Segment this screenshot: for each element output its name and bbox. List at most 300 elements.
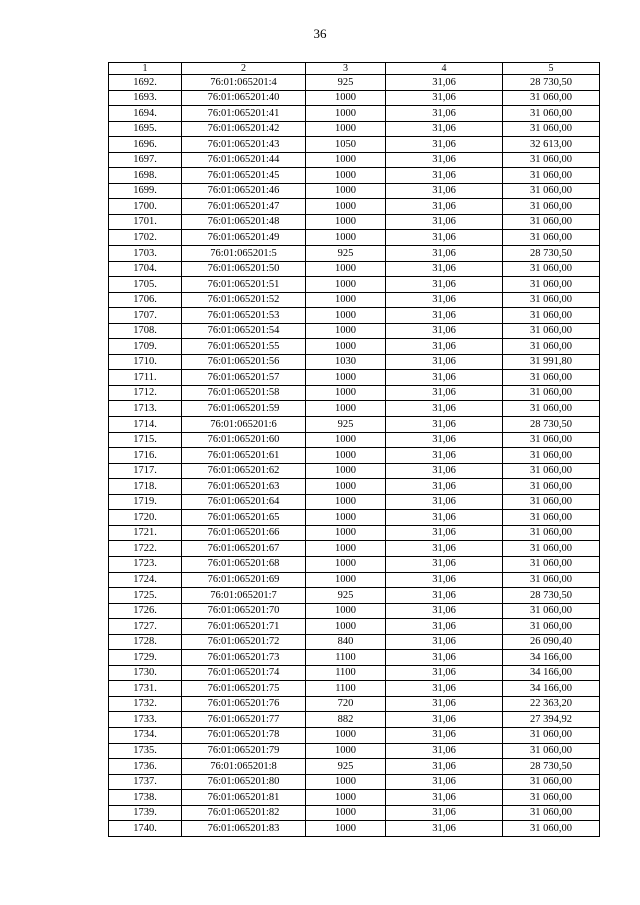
rate-cell: 31,06 xyxy=(386,385,503,401)
amount-cell: 31 060,00 xyxy=(503,510,600,526)
area-cell: 1000 xyxy=(306,230,386,246)
table-row xyxy=(109,790,600,806)
amount-cell: 28 730,50 xyxy=(503,75,600,91)
row-number-cell: 1735. xyxy=(109,743,182,759)
rate-cell: 31,06 xyxy=(386,277,503,293)
rate-cell: 31,06 xyxy=(386,790,503,806)
amount-cell: 31 060,00 xyxy=(503,494,600,510)
table-row xyxy=(109,168,600,184)
table-row xyxy=(109,712,600,728)
rate-cell: 31,06 xyxy=(386,137,503,153)
table-row xyxy=(109,603,600,619)
rate-cell: 31,06 xyxy=(386,121,503,137)
table-row xyxy=(109,510,600,526)
amount-cell: 31 991,80 xyxy=(503,354,600,370)
area-cell: 1000 xyxy=(306,743,386,759)
row-number-cell: 1701. xyxy=(109,214,182,230)
rate-cell: 31,06 xyxy=(386,261,503,277)
table-row xyxy=(109,183,600,199)
area-cell: 1050 xyxy=(306,137,386,153)
row-number-cell: 1722. xyxy=(109,541,182,557)
area-cell: 1000 xyxy=(306,385,386,401)
cadastral-number-cell: 76:01:065201:60 xyxy=(182,432,306,448)
amount-cell: 31 060,00 xyxy=(503,479,600,495)
cadastral-number-cell: 76:01:065201:82 xyxy=(182,805,306,821)
cadastral-number-cell: 76:01:065201:51 xyxy=(182,277,306,293)
amount-cell: 22 363,20 xyxy=(503,696,600,712)
table-row xyxy=(109,463,600,479)
table-row xyxy=(109,619,600,635)
table-row xyxy=(109,448,600,464)
rate-cell: 31,06 xyxy=(386,183,503,199)
amount-cell: 31 060,00 xyxy=(503,339,600,355)
row-number-cell: 1719. xyxy=(109,494,182,510)
amount-cell: 31 060,00 xyxy=(503,743,600,759)
row-number-cell: 1728. xyxy=(109,634,182,650)
rate-cell: 31,06 xyxy=(386,774,503,790)
amount-cell: 31 060,00 xyxy=(503,214,600,230)
row-number-cell: 1712. xyxy=(109,385,182,401)
amount-cell: 31 060,00 xyxy=(503,230,600,246)
amount-cell: 31 060,00 xyxy=(503,541,600,557)
row-number-cell: 1693. xyxy=(109,90,182,106)
amount-cell: 31 060,00 xyxy=(503,463,600,479)
area-cell: 1000 xyxy=(306,541,386,557)
column-header: 5 xyxy=(503,63,600,75)
rate-cell: 31,06 xyxy=(386,588,503,604)
row-number-cell: 1726. xyxy=(109,603,182,619)
rate-cell: 31,06 xyxy=(386,323,503,339)
area-cell: 1000 xyxy=(306,323,386,339)
area-cell: 1000 xyxy=(306,525,386,541)
amount-cell: 31 060,00 xyxy=(503,774,600,790)
area-cell: 1000 xyxy=(306,152,386,168)
area-cell: 1000 xyxy=(306,308,386,324)
table-header-row xyxy=(109,63,600,75)
row-number-cell: 1707. xyxy=(109,308,182,324)
rate-cell: 31,06 xyxy=(386,308,503,324)
cadastral-number-cell: 76:01:065201:68 xyxy=(182,556,306,572)
rate-cell: 31,06 xyxy=(386,246,503,262)
amount-cell: 31 060,00 xyxy=(503,821,600,837)
cadastral-number-cell: 76:01:065201:73 xyxy=(182,650,306,666)
area-cell: 1030 xyxy=(306,354,386,370)
row-number-cell: 1716. xyxy=(109,448,182,464)
amount-cell: 31 060,00 xyxy=(503,277,600,293)
amount-cell: 31 060,00 xyxy=(503,261,600,277)
cadastral-number-cell: 76:01:065201:80 xyxy=(182,774,306,790)
cadastral-number-cell: 76:01:065201:75 xyxy=(182,681,306,697)
row-number-cell: 1718. xyxy=(109,479,182,495)
cadastral-number-cell: 76:01:065201:78 xyxy=(182,727,306,743)
table-row xyxy=(109,759,600,775)
table-row xyxy=(109,75,600,91)
rate-cell: 31,06 xyxy=(386,106,503,122)
area-cell: 1000 xyxy=(306,183,386,199)
row-number-cell: 1699. xyxy=(109,183,182,199)
row-number-cell: 1736. xyxy=(109,759,182,775)
rate-cell: 31,06 xyxy=(386,214,503,230)
amount-cell: 31 060,00 xyxy=(503,448,600,464)
area-cell: 720 xyxy=(306,696,386,712)
table-row xyxy=(109,137,600,153)
table-row xyxy=(109,354,600,370)
amount-cell: 31 060,00 xyxy=(503,183,600,199)
area-cell: 1100 xyxy=(306,650,386,666)
cadastral-number-cell: 76:01:065201:55 xyxy=(182,339,306,355)
row-number-cell: 1700. xyxy=(109,199,182,215)
amount-cell: 26 090,40 xyxy=(503,634,600,650)
cadastral-number-cell: 76:01:065201:42 xyxy=(182,121,306,137)
rate-cell: 31,06 xyxy=(386,432,503,448)
table-row xyxy=(109,556,600,572)
row-number-cell: 1721. xyxy=(109,525,182,541)
amount-cell: 34 166,00 xyxy=(503,665,600,681)
row-number-cell: 1711. xyxy=(109,370,182,386)
row-number-cell: 1730. xyxy=(109,665,182,681)
table-row xyxy=(109,417,600,433)
row-number-cell: 1733. xyxy=(109,712,182,728)
table-row xyxy=(109,432,600,448)
cadastral-number-cell: 76:01:065201:64 xyxy=(182,494,306,510)
area-cell: 1000 xyxy=(306,199,386,215)
row-number-cell: 1710. xyxy=(109,354,182,370)
cadastral-number-cell: 76:01:065201:49 xyxy=(182,230,306,246)
row-number-cell: 1720. xyxy=(109,510,182,526)
table-row xyxy=(109,572,600,588)
rate-cell: 31,06 xyxy=(386,541,503,557)
area-cell: 1000 xyxy=(306,370,386,386)
rate-cell: 31,06 xyxy=(386,665,503,681)
cadastral-number-cell: 76:01:065201:7 xyxy=(182,588,306,604)
rate-cell: 31,06 xyxy=(386,417,503,433)
rate-cell: 31,06 xyxy=(386,494,503,510)
area-cell: 1000 xyxy=(306,494,386,510)
row-number-cell: 1713. xyxy=(109,401,182,417)
row-number-cell: 1692. xyxy=(109,75,182,91)
rate-cell: 31,06 xyxy=(386,448,503,464)
table-row xyxy=(109,743,600,759)
table-row xyxy=(109,696,600,712)
area-cell: 1000 xyxy=(306,774,386,790)
table-row xyxy=(109,323,600,339)
area-cell: 1000 xyxy=(306,479,386,495)
row-number-cell: 1740. xyxy=(109,821,182,837)
rate-cell: 31,06 xyxy=(386,650,503,666)
rate-cell: 31,06 xyxy=(386,152,503,168)
table-row xyxy=(109,385,600,401)
table-row xyxy=(109,370,600,386)
amount-cell: 31 060,00 xyxy=(503,805,600,821)
row-number-cell: 1709. xyxy=(109,339,182,355)
area-cell: 1000 xyxy=(306,261,386,277)
row-number-cell: 1697. xyxy=(109,152,182,168)
cadastral-number-cell: 76:01:065201:6 xyxy=(182,417,306,433)
cadastral-number-cell: 76:01:065201:52 xyxy=(182,292,306,308)
amount-cell: 31 060,00 xyxy=(503,556,600,572)
area-cell: 1000 xyxy=(306,603,386,619)
amount-cell: 31 060,00 xyxy=(503,619,600,635)
rate-cell: 31,06 xyxy=(386,370,503,386)
table-row xyxy=(109,525,600,541)
cadastral-number-cell: 76:01:065201:66 xyxy=(182,525,306,541)
column-header: 4 xyxy=(386,63,503,75)
table-row xyxy=(109,246,600,262)
table-row xyxy=(109,199,600,215)
cadastral-number-cell: 76:01:065201:83 xyxy=(182,821,306,837)
column-header: 1 xyxy=(109,63,182,75)
row-number-cell: 1695. xyxy=(109,121,182,137)
cadastral-number-cell: 76:01:065201:79 xyxy=(182,743,306,759)
table-row xyxy=(109,650,600,666)
cadastral-number-cell: 76:01:065201:70 xyxy=(182,603,306,619)
area-cell: 1000 xyxy=(306,572,386,588)
area-cell: 1000 xyxy=(306,821,386,837)
cadastral-number-cell: 76:01:065201:8 xyxy=(182,759,306,775)
amount-cell: 28 730,50 xyxy=(503,588,600,604)
column-header: 2 xyxy=(182,63,306,75)
rate-cell: 31,06 xyxy=(386,199,503,215)
amount-cell: 31 060,00 xyxy=(503,385,600,401)
area-cell: 1000 xyxy=(306,106,386,122)
cadastral-number-cell: 76:01:065201:58 xyxy=(182,385,306,401)
table-row xyxy=(109,292,600,308)
rate-cell: 31,06 xyxy=(386,525,503,541)
cadastral-number-cell: 76:01:065201:56 xyxy=(182,354,306,370)
table-row xyxy=(109,90,600,106)
row-number-cell: 1737. xyxy=(109,774,182,790)
table-row xyxy=(109,214,600,230)
table-row xyxy=(109,541,600,557)
cadastral-number-cell: 76:01:065201:57 xyxy=(182,370,306,386)
cadastral-number-cell: 76:01:065201:67 xyxy=(182,541,306,557)
rate-cell: 31,06 xyxy=(386,556,503,572)
row-number-cell: 1731. xyxy=(109,681,182,697)
column-header: 3 xyxy=(306,63,386,75)
rate-cell: 31,06 xyxy=(386,603,503,619)
row-number-cell: 1696. xyxy=(109,137,182,153)
row-number-cell: 1714. xyxy=(109,417,182,433)
cadastral-number-cell: 76:01:065201:43 xyxy=(182,137,306,153)
cadastral-number-cell: 76:01:065201:76 xyxy=(182,696,306,712)
area-cell: 1000 xyxy=(306,556,386,572)
row-number-cell: 1715. xyxy=(109,432,182,448)
cadastral-number-cell: 76:01:065201:62 xyxy=(182,463,306,479)
area-cell: 1000 xyxy=(306,727,386,743)
amount-cell: 31 060,00 xyxy=(503,603,600,619)
amount-cell: 31 060,00 xyxy=(503,121,600,137)
cadastral-number-cell: 76:01:065201:81 xyxy=(182,790,306,806)
row-number-cell: 1738. xyxy=(109,790,182,806)
row-number-cell: 1698. xyxy=(109,168,182,184)
amount-cell: 34 166,00 xyxy=(503,681,600,697)
amount-cell: 28 730,50 xyxy=(503,417,600,433)
rate-cell: 31,06 xyxy=(386,619,503,635)
rate-cell: 31,06 xyxy=(386,681,503,697)
table-row xyxy=(109,339,600,355)
rate-cell: 31,06 xyxy=(386,743,503,759)
amount-cell: 31 060,00 xyxy=(503,432,600,448)
rate-cell: 31,06 xyxy=(386,292,503,308)
cadastral-number-cell: 76:01:065201:5 xyxy=(182,246,306,262)
row-number-cell: 1702. xyxy=(109,230,182,246)
cadastral-number-cell: 76:01:065201:77 xyxy=(182,712,306,728)
rate-cell: 31,06 xyxy=(386,479,503,495)
table-row xyxy=(109,727,600,743)
row-number-cell: 1732. xyxy=(109,696,182,712)
area-cell: 925 xyxy=(306,759,386,775)
row-number-cell: 1717. xyxy=(109,463,182,479)
rate-cell: 31,06 xyxy=(386,463,503,479)
table-row xyxy=(109,494,600,510)
row-number-cell: 1703. xyxy=(109,246,182,262)
table-row xyxy=(109,401,600,417)
amount-cell: 31 060,00 xyxy=(503,370,600,386)
table-row xyxy=(109,152,600,168)
table-row xyxy=(109,106,600,122)
rate-cell: 31,06 xyxy=(386,712,503,728)
table-row xyxy=(109,805,600,821)
rate-cell: 31,06 xyxy=(386,90,503,106)
table-row xyxy=(109,681,600,697)
cadastral-number-cell: 76:01:065201:54 xyxy=(182,323,306,339)
table-body xyxy=(109,75,600,837)
cadastral-number-cell: 76:01:065201:4 xyxy=(182,75,306,91)
rate-cell: 31,06 xyxy=(386,401,503,417)
rate-cell: 31,06 xyxy=(386,759,503,775)
table-row xyxy=(109,634,600,650)
cadastral-number-cell: 76:01:065201:50 xyxy=(182,261,306,277)
area-cell: 925 xyxy=(306,246,386,262)
cadastral-number-cell: 76:01:065201:71 xyxy=(182,619,306,635)
area-cell: 1000 xyxy=(306,805,386,821)
table-row xyxy=(109,821,600,837)
row-number-cell: 1727. xyxy=(109,619,182,635)
area-cell: 925 xyxy=(306,75,386,91)
rate-cell: 31,06 xyxy=(386,230,503,246)
area-cell: 1000 xyxy=(306,277,386,293)
amount-cell: 31 060,00 xyxy=(503,525,600,541)
amount-cell: 28 730,50 xyxy=(503,759,600,775)
rate-cell: 31,06 xyxy=(386,75,503,91)
rate-cell: 31,06 xyxy=(386,510,503,526)
amount-cell: 31 060,00 xyxy=(503,106,600,122)
amount-cell: 31 060,00 xyxy=(503,323,600,339)
cadastral-number-cell: 76:01:065201:41 xyxy=(182,106,306,122)
amount-cell: 31 060,00 xyxy=(503,572,600,588)
area-cell: 1000 xyxy=(306,432,386,448)
area-cell: 1000 xyxy=(306,401,386,417)
table-row xyxy=(109,308,600,324)
cadastral-number-cell: 76:01:065201:69 xyxy=(182,572,306,588)
cadastral-number-cell: 76:01:065201:53 xyxy=(182,308,306,324)
area-cell: 1000 xyxy=(306,214,386,230)
row-number-cell: 1725. xyxy=(109,588,182,604)
cadastral-number-cell: 76:01:065201:44 xyxy=(182,152,306,168)
table-row xyxy=(109,261,600,277)
rate-cell: 31,06 xyxy=(386,354,503,370)
amount-cell: 34 166,00 xyxy=(503,650,600,666)
table-row xyxy=(109,588,600,604)
cadastral-number-cell: 76:01:065201:72 xyxy=(182,634,306,650)
area-cell: 1100 xyxy=(306,665,386,681)
rate-cell: 31,06 xyxy=(386,696,503,712)
row-number-cell: 1734. xyxy=(109,727,182,743)
table-row xyxy=(109,479,600,495)
amount-cell: 31 060,00 xyxy=(503,727,600,743)
area-cell: 1000 xyxy=(306,292,386,308)
cadastral-number-cell: 76:01:065201:59 xyxy=(182,401,306,417)
table-row xyxy=(109,774,600,790)
rate-cell: 31,06 xyxy=(386,168,503,184)
area-cell: 1100 xyxy=(306,681,386,697)
amount-cell: 31 060,00 xyxy=(503,308,600,324)
amount-cell: 31 060,00 xyxy=(503,152,600,168)
row-number-cell: 1706. xyxy=(109,292,182,308)
amount-cell: 31 060,00 xyxy=(503,90,600,106)
table-row xyxy=(109,121,600,137)
area-cell: 1000 xyxy=(306,90,386,106)
cadastral-number-cell: 76:01:065201:63 xyxy=(182,479,306,495)
amount-cell: 27 394,92 xyxy=(503,712,600,728)
page-number: 36 xyxy=(313,26,327,41)
area-cell: 1000 xyxy=(306,510,386,526)
cadastral-number-cell: 76:01:065201:74 xyxy=(182,665,306,681)
area-cell: 1000 xyxy=(306,121,386,137)
area-cell: 1000 xyxy=(306,448,386,464)
area-cell: 1000 xyxy=(306,463,386,479)
row-number-cell: 1739. xyxy=(109,805,182,821)
parcel-table xyxy=(108,62,600,837)
table-row xyxy=(109,277,600,293)
cadastral-number-cell: 76:01:065201:46 xyxy=(182,183,306,199)
cadastral-number-cell: 76:01:065201:61 xyxy=(182,448,306,464)
row-number-cell: 1723. xyxy=(109,556,182,572)
area-cell: 1000 xyxy=(306,619,386,635)
area-cell: 925 xyxy=(306,588,386,604)
cadastral-number-cell: 76:01:065201:65 xyxy=(182,510,306,526)
row-number-cell: 1708. xyxy=(109,323,182,339)
area-cell: 840 xyxy=(306,634,386,650)
rate-cell: 31,06 xyxy=(386,805,503,821)
amount-cell: 32 613,00 xyxy=(503,137,600,153)
area-cell: 1000 xyxy=(306,339,386,355)
amount-cell: 28 730,50 xyxy=(503,246,600,262)
cadastral-number-cell: 76:01:065201:48 xyxy=(182,214,306,230)
cadastral-number-cell: 76:01:065201:47 xyxy=(182,199,306,215)
amount-cell: 31 060,00 xyxy=(503,790,600,806)
row-number-cell: 1704. xyxy=(109,261,182,277)
cadastral-number-cell: 76:01:065201:45 xyxy=(182,168,306,184)
rate-cell: 31,06 xyxy=(386,727,503,743)
row-number-cell: 1729. xyxy=(109,650,182,666)
amount-cell: 31 060,00 xyxy=(503,401,600,417)
rate-cell: 31,06 xyxy=(386,634,503,650)
rate-cell: 31,06 xyxy=(386,339,503,355)
table-row xyxy=(109,665,600,681)
area-cell: 925 xyxy=(306,417,386,433)
rate-cell: 31,06 xyxy=(386,821,503,837)
amount-cell: 31 060,00 xyxy=(503,199,600,215)
rate-cell: 31,06 xyxy=(386,572,503,588)
area-cell: 882 xyxy=(306,712,386,728)
row-number-cell: 1694. xyxy=(109,106,182,122)
cadastral-number-cell: 76:01:065201:40 xyxy=(182,90,306,106)
area-cell: 1000 xyxy=(306,168,386,184)
row-number-cell: 1724. xyxy=(109,572,182,588)
row-number-cell: 1705. xyxy=(109,277,182,293)
amount-cell: 31 060,00 xyxy=(503,292,600,308)
